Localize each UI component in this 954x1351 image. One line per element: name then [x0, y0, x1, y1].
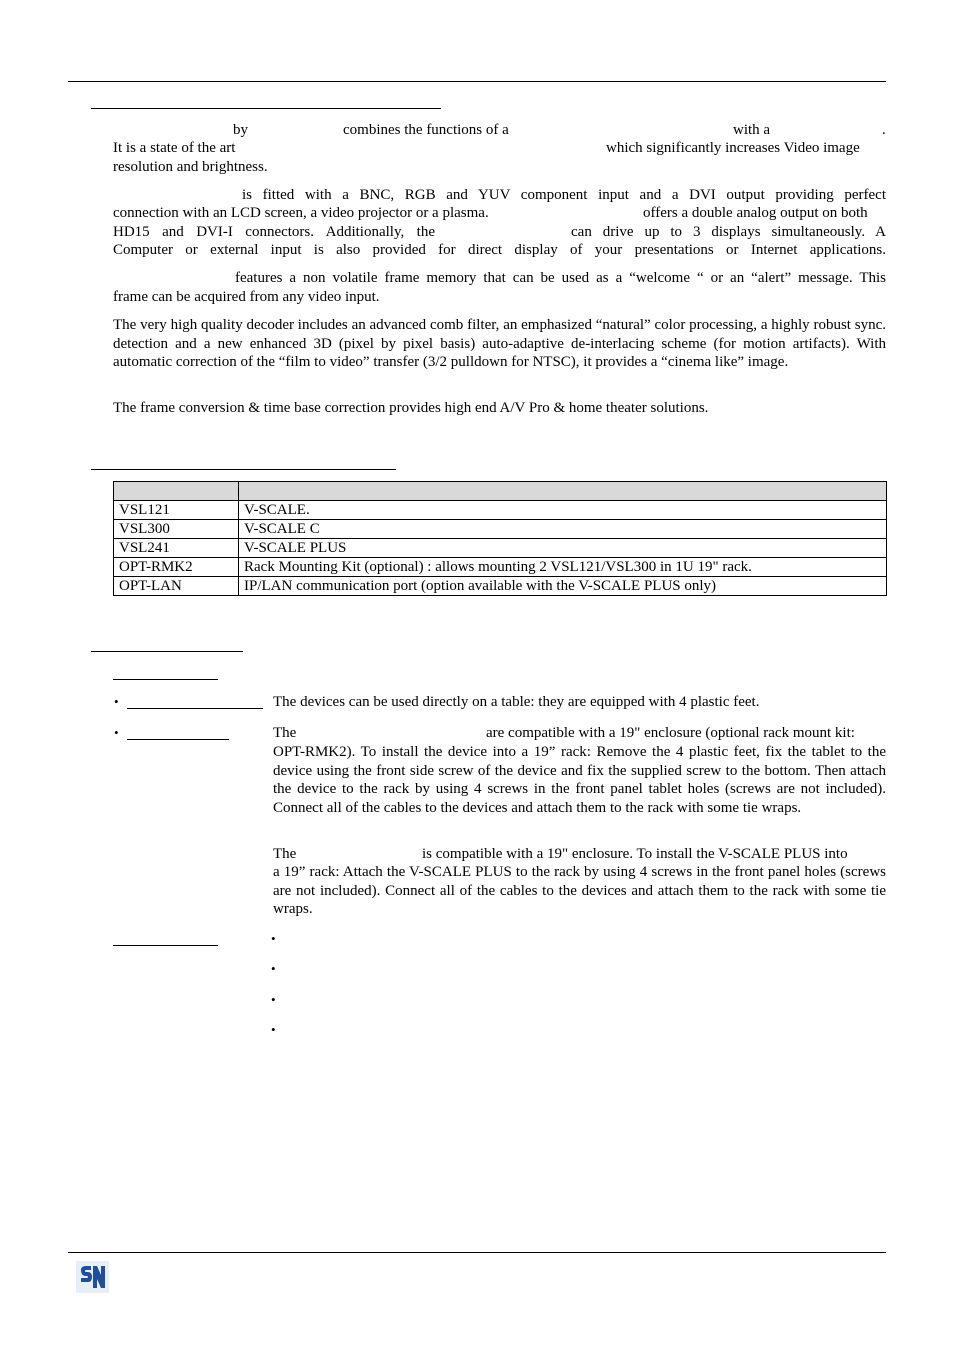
inputs-text: Computer or external input is also provided for direct display of your presentations or Internet applications.	[113, 242, 886, 258]
inputs-text: can drive up to 3 displays simultaneously. A	[571, 224, 886, 240]
rack-text: is compatible with a 19" enclosure. To install the V-SCALE PLUS into	[422, 846, 848, 862]
rack-paragraph-1: OPT-RMK2). To install the device into a 19” rack: Remove the 4 plastic feet, fix the tablet to the device using the front side screw of the device and fix the supplied screw to the bottom. Then attach the device to the rack by using 4 screws in the front panel tablet holes (screws are not included). Connect all of the cables to the devices and attach them to the rack with some tie wraps.	[273, 744, 886, 816]
memory-text: features a non volatile frame memory that can be used as a “welcome “ or an “alert” message. This	[235, 270, 886, 286]
item-label-underline-table	[127, 708, 263, 709]
install-table-text: The devices can be used directly on a table: they are equipped with 4 plastic feet.	[273, 694, 760, 710]
intro-text: which significantly increases Video image	[606, 140, 860, 156]
table-cell-reference: VSL241	[114, 539, 239, 558]
table-row	[114, 520, 887, 539]
frame-paragraph: The frame conversion & time base correction provides high end A/V Pro & home theater solutions.	[113, 400, 709, 416]
subsection-heading-underline	[113, 945, 218, 946]
inputs-text: HD15 and DVI-I connectors. Additionally, the	[113, 224, 435, 240]
intro-text: .	[882, 122, 886, 138]
item-label-underline-rack	[127, 739, 229, 740]
table-cell-reference: VSL121	[114, 501, 239, 520]
table-cell-reference: OPT-RMK2	[114, 558, 239, 577]
bullet-icon: •	[271, 1022, 276, 1037]
intro-text: It is a state of the art	[113, 140, 236, 156]
bullet-icon: •	[271, 992, 276, 1007]
bullet-icon: •	[114, 725, 119, 740]
subsection-heading-underline	[113, 679, 218, 680]
table-header-row	[114, 482, 887, 501]
reference-table	[113, 481, 887, 596]
table-header-cell	[114, 482, 239, 501]
rack-text: The	[273, 846, 297, 862]
header-rule	[68, 81, 886, 82]
intro-text: combines the functions of a	[343, 122, 509, 138]
table-cell-description: IP/LAN communication port (option available with the V-SCALE PLUS only)	[239, 577, 887, 596]
section-heading-underline-installation	[91, 651, 243, 652]
bullet-icon: •	[271, 931, 276, 946]
table-row	[114, 501, 887, 520]
inputs-text: offers a double analog output on both	[643, 205, 868, 221]
company-logo-icon	[76, 1261, 109, 1293]
table-cell-description: V-SCALE C	[239, 520, 887, 539]
memory-text: frame can be acquired from any video input.	[113, 289, 380, 305]
section-heading-underline-introduction	[91, 108, 441, 109]
intro-text: resolution and brightness.	[113, 159, 268, 175]
decoder-paragraph: The very high quality decoder includes an advanced comb filter, an emphasized “natural” color processing, a highly robust sync. detection and a new enhanced 3D (pixel by pixel basis) auto-adaptive de-interlacing scheme (for motion artifacts). With automatic correction of the “film to video” transfer (3/2 pulldown for NTSC), it provides a “cinema like” image.	[113, 317, 886, 371]
table-cell-reference: OPT-LAN	[114, 577, 239, 596]
table-cell-description: V-SCALE.	[239, 501, 887, 520]
bullet-icon: •	[114, 694, 119, 709]
table-cell-description: V-SCALE PLUS	[239, 539, 887, 558]
inputs-text: is fitted with a BNC, RGB and YUV component input and a DVI output providing perfect	[242, 187, 886, 203]
table-cell-description: Rack Mounting Kit (optional) : allows mounting 2 VSL121/VSL300 in 1U 19" rack.	[239, 558, 887, 577]
table-row	[114, 577, 887, 596]
footer-rule	[68, 1252, 886, 1253]
bullet-icon: •	[271, 961, 276, 976]
inputs-text: connection with an LCD screen, a video projector or a plasma.	[113, 205, 489, 221]
table-cell-reference: VSL300	[114, 520, 239, 539]
rack-text: The	[273, 725, 297, 741]
table-header-cell	[239, 482, 887, 501]
table-row	[114, 539, 887, 558]
intro-text: by	[233, 122, 248, 138]
logo-shape	[81, 1266, 92, 1282]
section-heading-underline-reference	[91, 469, 396, 470]
intro-text: with a	[733, 122, 771, 138]
rack-paragraph-2: a 19” rack: Attach the V-SCALE PLUS to the rack by using 4 screws in the front panel holes (screws are not included). Connect all of the cables to the devices and attach them to the rack with some tie wraps.	[273, 864, 886, 918]
rack-text: are compatible with a 19" enclosure (optional rack mount kit:	[486, 725, 855, 741]
table-row	[114, 558, 887, 577]
